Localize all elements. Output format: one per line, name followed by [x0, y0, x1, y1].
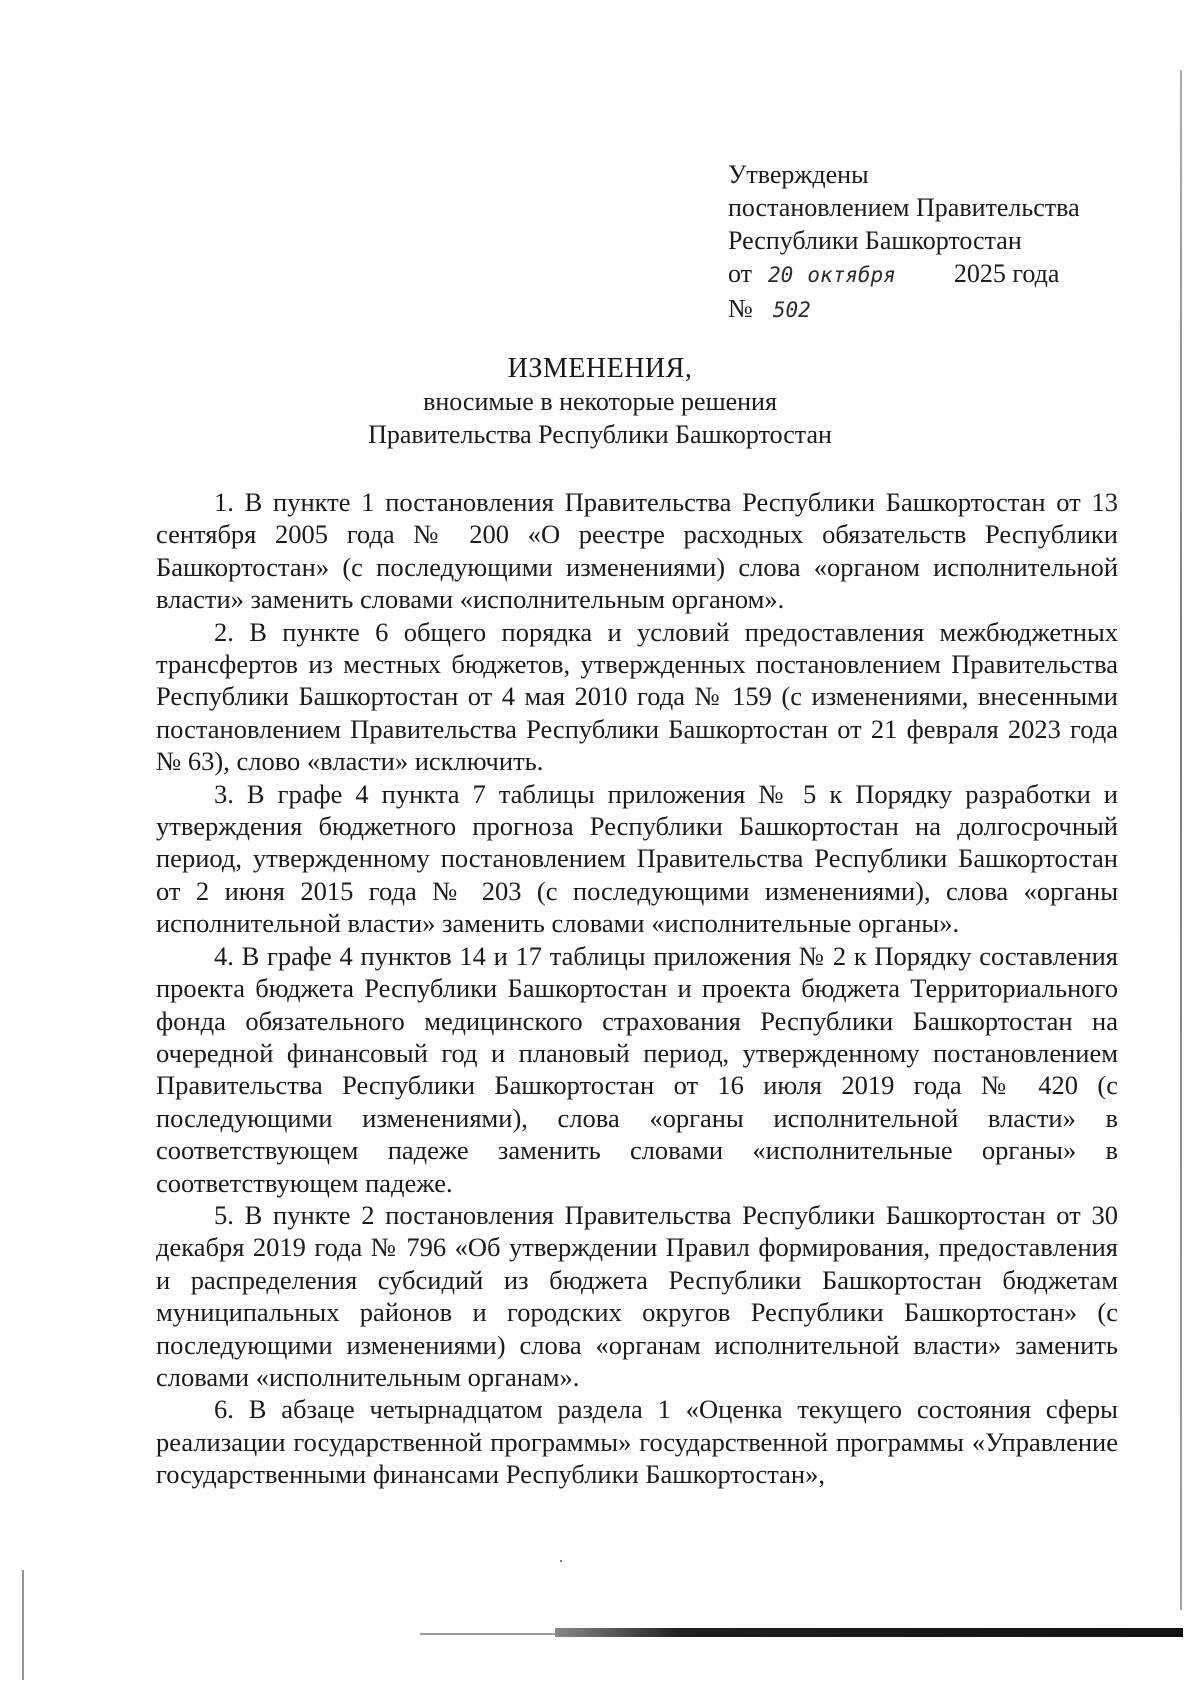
approval-number-line: [728, 292, 1168, 327]
date-month: октября: [807, 263, 896, 287]
scan-bottom-bar: [555, 1628, 1183, 1637]
title-main: ИЗМЕНЕНИЯ,: [507, 353, 693, 384]
date-day: 20: [768, 263, 794, 287]
paragraph-4: 4. В графе 4 пунктов 14 и 17 таблицы приложения № 2 к Порядку составления проекта бюджета Республики Башкортостан и проекта бюджета Территориального фонда обязательного медицинского страхования Республики Башкортостан на очередной финансовый год и плановый период, утвержденному постановлением Правительства Республики Башкортостан от 16 июля 2019 года № 420 (с последующими изменениями), слова «органы исполнительной власти» в соответствующем падеже заменить словами «исполнительные органы» в соответствующем падеже.: [156, 940, 1118, 1198]
paragraph-5: 5. В пункте 2 постановления Правительства Республики Башкортостан от 30 декабря 2019 года № 796 «Об утверждении Правил формирования, предоставления и распределения субсидий из бюджета Республики Башкортостан бюджетам муниципальных районов и городских округов Республики Башкортостан» (с последующими изменениями) слова «органам исполнительной власти» заменить словами «исполнительным органам».: [156, 1199, 1118, 1392]
approval-date-line: [728, 257, 1168, 292]
title-sub-1: вносимые в некоторые решения: [423, 387, 777, 416]
scan-edge-right: [1180, 70, 1182, 1610]
date-prefix: от: [728, 259, 753, 288]
scan-bottom-line: [420, 1633, 560, 1635]
document-title: [330, 352, 870, 451]
approval-line-1: Утверждены: [728, 160, 869, 189]
paragraph-3: 3. В графе 4 пункта 7 таблицы приложения № 5 к Порядку разработки и утверждения бюджетного прогноза Республики Башкортостан на долгосрочный период, утвержденному постановлением Правительства Республики Башкортостан от 2 июня 2015 года № 203 (с последующими изменениями), слова «органы исполнительной власти» заменить словами «исполнительные органы».: [156, 778, 1118, 939]
title-sub-2: Правительства Республики Башкортостан: [368, 420, 832, 449]
scan-dot: [560, 1560, 562, 1562]
date-year: 2025 года: [953, 259, 1060, 288]
approval-stamp-block: [728, 158, 1168, 327]
number-value: 502: [772, 298, 811, 322]
approval-line-3: Республики Башкортостан: [728, 226, 1022, 255]
paragraph-2: 2. В пункте 6 общего порядка и условий предоставления межбюджетных трансфертов из местных бюджетов, утвержденных постановлением Правительства Республики Башкортостан от 4 мая 2010 года № 159 (с изменениями, внесенными постановлением Правительства Республики Башкортостан от 21 февраля 2023 года № 63), слово «власти» исключить.: [156, 616, 1118, 777]
scan-edge-left: [22, 1570, 24, 1680]
document-body: [156, 486, 1118, 1491]
number-prefix: №: [728, 294, 753, 323]
paragraph-1: 1. В пункте 1 постановления Правительства Республики Башкортостан от 13 сентября 2005 года № 200 «О реестре расходных обязательств Республики Башкортостан» (с последующими изменениями) слова «органом исполнительной власти» заменить словами «исполнительным органом».: [156, 487, 1118, 615]
approval-line-2: постановлением Правительства: [728, 193, 1080, 222]
paragraph-6: 6. В абзаце четырнадцатом раздела 1 «Оценка текущего состояния сферы реализации государственной программы» государственной программы «Управление государственными финансами Республики Башкортостан»,: [156, 1394, 1118, 1490]
